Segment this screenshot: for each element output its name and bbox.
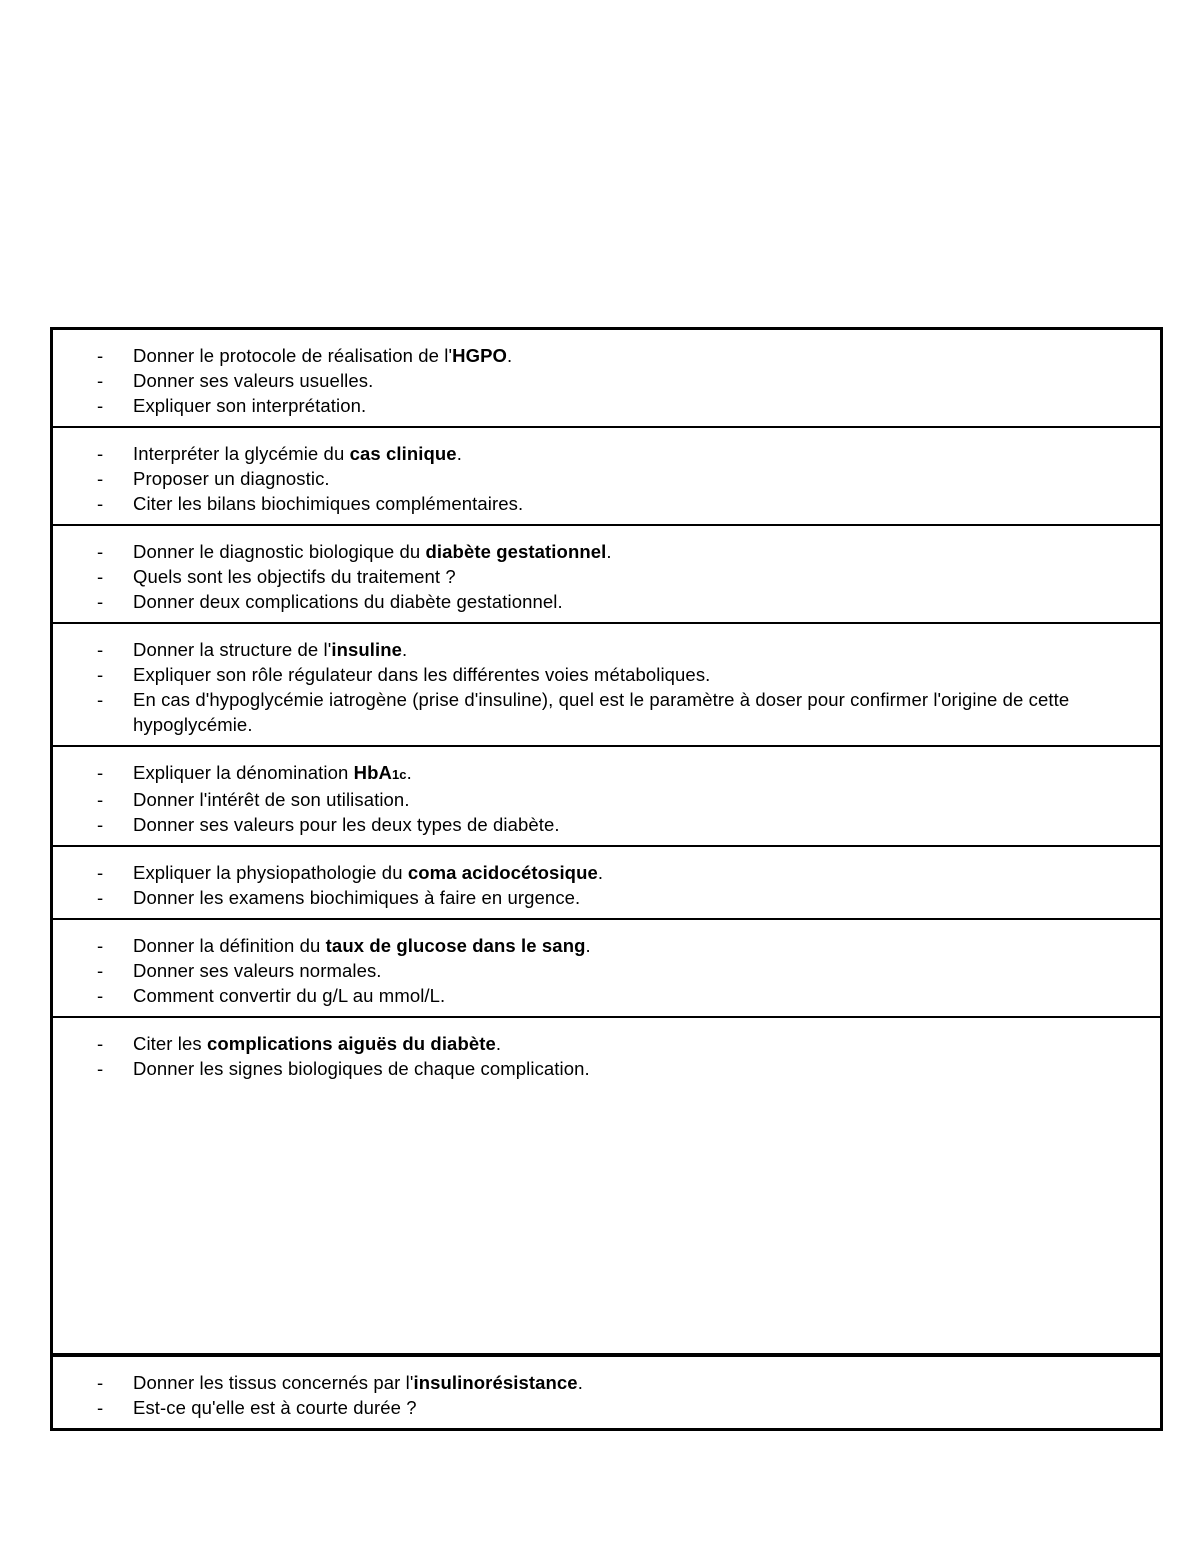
bullet-dash: - bbox=[97, 468, 104, 489]
bullet-dash: - bbox=[97, 689, 104, 710]
question-item: - Donner ses valeurs usuelles. bbox=[97, 370, 374, 391]
bullet-dash: - bbox=[97, 566, 104, 587]
bullet-dash: - bbox=[97, 639, 104, 660]
bullet-dash: - bbox=[97, 541, 104, 562]
question-item: - Donner deux complications du diabète gestationnel. bbox=[97, 591, 563, 612]
question-item: - Donner le protocole de réalisation de l'HGPO. bbox=[97, 345, 513, 366]
question-item: - Donner les tissus concernés par l'insulinorésistance. bbox=[97, 1372, 583, 1393]
bullet-dash: - bbox=[97, 395, 104, 416]
question-item: - Quels sont les objectifs du traitement ? bbox=[97, 566, 456, 587]
section-complications-aigues bbox=[53, 1016, 1160, 1353]
question-item: - Donner ses valeurs normales. bbox=[97, 960, 382, 981]
section-cas-clinique bbox=[53, 426, 1160, 524]
section-insuline bbox=[53, 622, 1160, 745]
question-item: - Donner la définition du taux de glucose dans le sang. bbox=[97, 935, 591, 956]
question-item: - Donner les examens biochimiques à faire en urgence. bbox=[97, 887, 581, 908]
bullet-dash: - bbox=[97, 789, 104, 810]
question-item: - Citer les bilans biochimiques complémentaires. bbox=[97, 493, 524, 514]
bullet-dash: - bbox=[97, 1058, 104, 1079]
section-hba1c bbox=[53, 745, 1160, 845]
question-item: - Donner la structure de l'insuline. bbox=[97, 639, 408, 660]
question-item: - Expliquer son interprétation. bbox=[97, 395, 367, 416]
bullet-dash: - bbox=[97, 1033, 104, 1054]
bullet-dash: - bbox=[97, 443, 104, 464]
bullet-dash: - bbox=[97, 814, 104, 835]
question-item: - Donner les signes biologiques de chaque complication. bbox=[97, 1058, 590, 1079]
bullet-dash: - bbox=[97, 1397, 104, 1418]
section-taux-glucose bbox=[53, 918, 1160, 1016]
bullet-dash: - bbox=[97, 985, 104, 1006]
section-coma-acidocetosique bbox=[53, 845, 1160, 918]
bullet-dash: - bbox=[97, 862, 104, 883]
bullet-dash: - bbox=[97, 345, 104, 366]
section-insulinoresistance bbox=[53, 1353, 1160, 1428]
section-hgpo bbox=[53, 330, 1160, 426]
bullet-dash: - bbox=[97, 1372, 104, 1393]
question-item: - Interpréter la glycémie du cas clinique. bbox=[97, 443, 462, 464]
bullet-dash: - bbox=[97, 887, 104, 908]
bullet-dash: - bbox=[97, 370, 104, 391]
question-item: - Comment convertir du g/L au mmol/L. bbox=[97, 985, 446, 1006]
question-item: - Expliquer son rôle régulateur dans les différentes voies métaboliques. bbox=[97, 664, 711, 685]
bullet-dash: - bbox=[97, 664, 104, 685]
question-item: - Citer les complications aiguës du diabète. bbox=[97, 1033, 502, 1054]
bullet-dash: - bbox=[97, 493, 104, 514]
bullet-dash: - bbox=[97, 960, 104, 981]
section-diabete-gestationnel bbox=[53, 524, 1160, 622]
question-item: - Proposer un diagnostic. bbox=[97, 468, 330, 489]
questions-table bbox=[50, 327, 1163, 1431]
bullet-dash: - bbox=[97, 935, 104, 956]
question-item: - Expliquer la dénomination HbA1c. bbox=[97, 762, 412, 783]
question-item: - Expliquer la physiopathologie du coma acidocétosique. bbox=[97, 862, 604, 883]
bullet-dash: - bbox=[97, 762, 104, 783]
question-item: - Donner ses valeurs pour les deux types de diabète. bbox=[97, 814, 560, 835]
bullet-dash: - bbox=[97, 591, 104, 612]
question-item: - Donner le diagnostic biologique du diabète gestationnel. bbox=[97, 541, 612, 562]
question-item: - Donner l'intérêt de son utilisation. bbox=[97, 789, 410, 810]
question-item: - En cas d'hypoglycémie iatrogène (prise d'insuline), quel est le paramètre à doser pour confirmer l'origine de cette hypoglycémie. bbox=[97, 689, 1070, 735]
question-item: - Est-ce qu'elle est à courte durée ? bbox=[97, 1397, 417, 1418]
